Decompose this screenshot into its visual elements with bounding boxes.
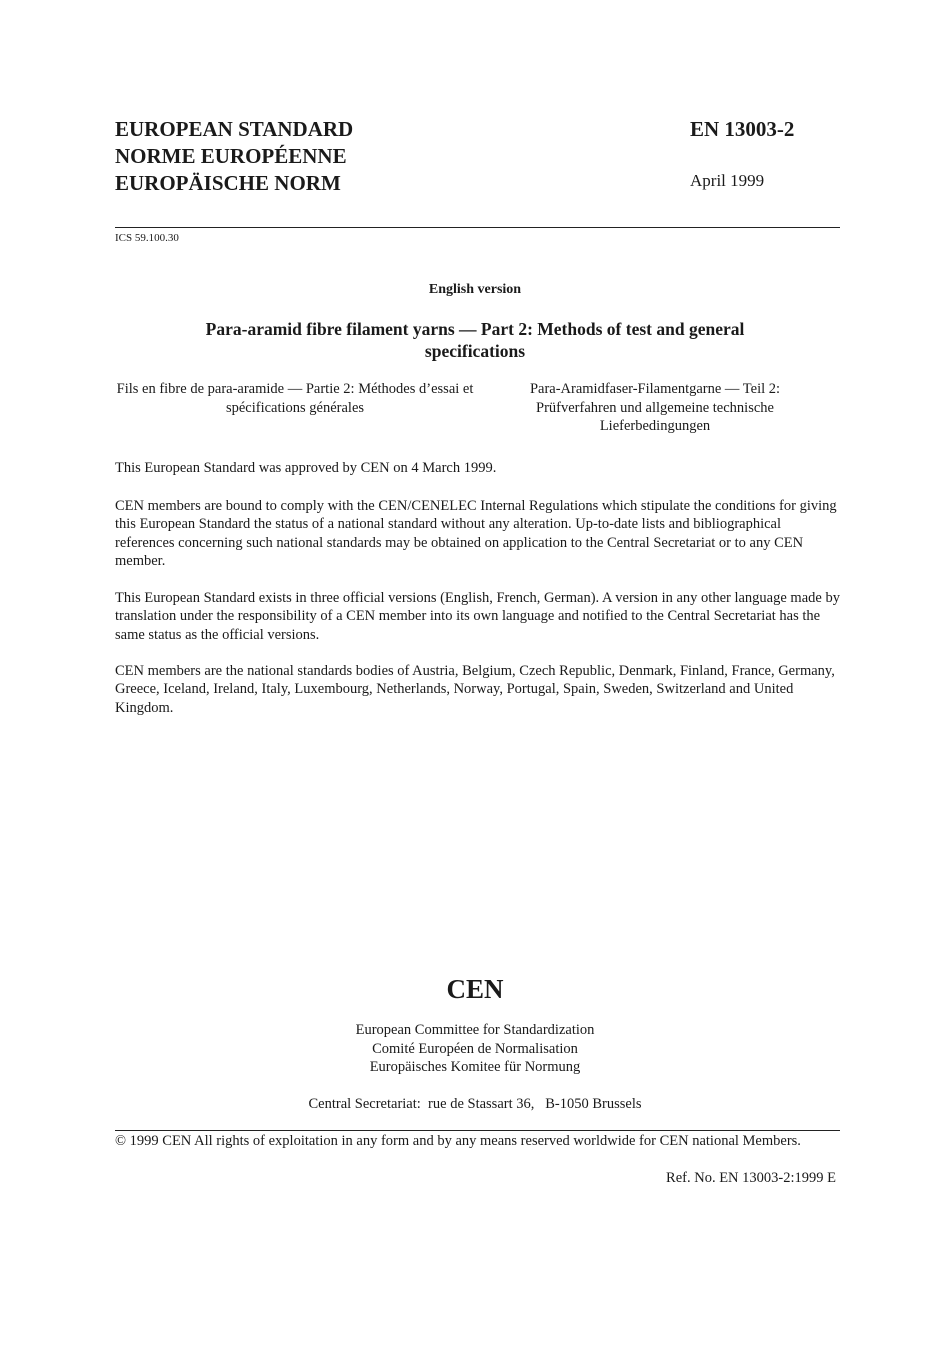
document-title: Para-aramid fibre filament yarns — Part 2: Methods of test and general specifications xyxy=(205,319,745,361)
ics-code: ICS 59.100.30 xyxy=(115,232,179,244)
organization-name-french: Comité Européen de Normalisation xyxy=(372,1040,578,1057)
reference-number: Ref. No. EN 13003-2:1999 E xyxy=(666,1170,836,1186)
organization-name-german: Europäisches Komitee für Normung xyxy=(369,1059,581,1075)
versions-paragraph: This European Standard exists in three official versions (English, French, German). A version in any other language made by translation under the responsibility of a CEN member into its own language and notified to the Central Secretariat has the same status as the official versions. xyxy=(115,590,840,643)
approval-paragraph: This European Standard was approved by CEN on 4 March 1999. xyxy=(115,460,497,476)
organization-abbreviation: CEN xyxy=(446,974,504,1004)
standard-title-german: EUROPÄISCHE NORM xyxy=(115,171,341,195)
organization-name-english: European Committee for Standardization xyxy=(355,1022,595,1038)
organization-names xyxy=(115,1021,835,1077)
french-title: Fils en fibre de para-aramide — Partie 2: Méthodes d’essai et spécifications générales xyxy=(116,381,474,416)
publication-date: April 1999 xyxy=(690,171,765,190)
standard-title-english: EUROPEAN STANDARD xyxy=(115,117,354,141)
compliance-paragraph: CEN members are bound to comply with the CEN/CENELEC Internal Regulations which stipulate the conditions for giving this European Standard the status of a national standard without any alteration. Up-to-date lists and bibliographical references concerning such national standards may be obtained on application to the Central Secretariat or to any CEN member. xyxy=(115,498,837,570)
footer-divider xyxy=(115,1130,840,1131)
german-title: Para-Aramidfaser-Filamentgarne — Teil 2: Prüfverfahren und allgemeine technische Lieferbedingungen xyxy=(529,381,781,434)
standard-title-block xyxy=(115,116,353,197)
standard-title-french: NORME EUROPÉENNE xyxy=(115,144,347,168)
standard-number: EN 13003-2 xyxy=(690,117,795,141)
copyright-notice: © 1999 CEN All rights of exploitation in any form and by any means reserved worldwide for CEN national Members. xyxy=(115,1133,801,1149)
version-label: English version xyxy=(428,282,522,297)
header-divider xyxy=(115,227,840,228)
members-paragraph: CEN members are the national standards bodies of Austria, Belgium, Czech Republic, Denmark, Finland, France, Germany, Greece, Iceland, Ireland, Italy, Luxembourg, Netherlands, Norway, Portugal, Spain, Sweden, Switzerland and United Kingdom. xyxy=(115,663,835,716)
secretariat-address: Central Secretariat: rue de Stassart 36, B-1050 Brussels xyxy=(308,1096,642,1112)
